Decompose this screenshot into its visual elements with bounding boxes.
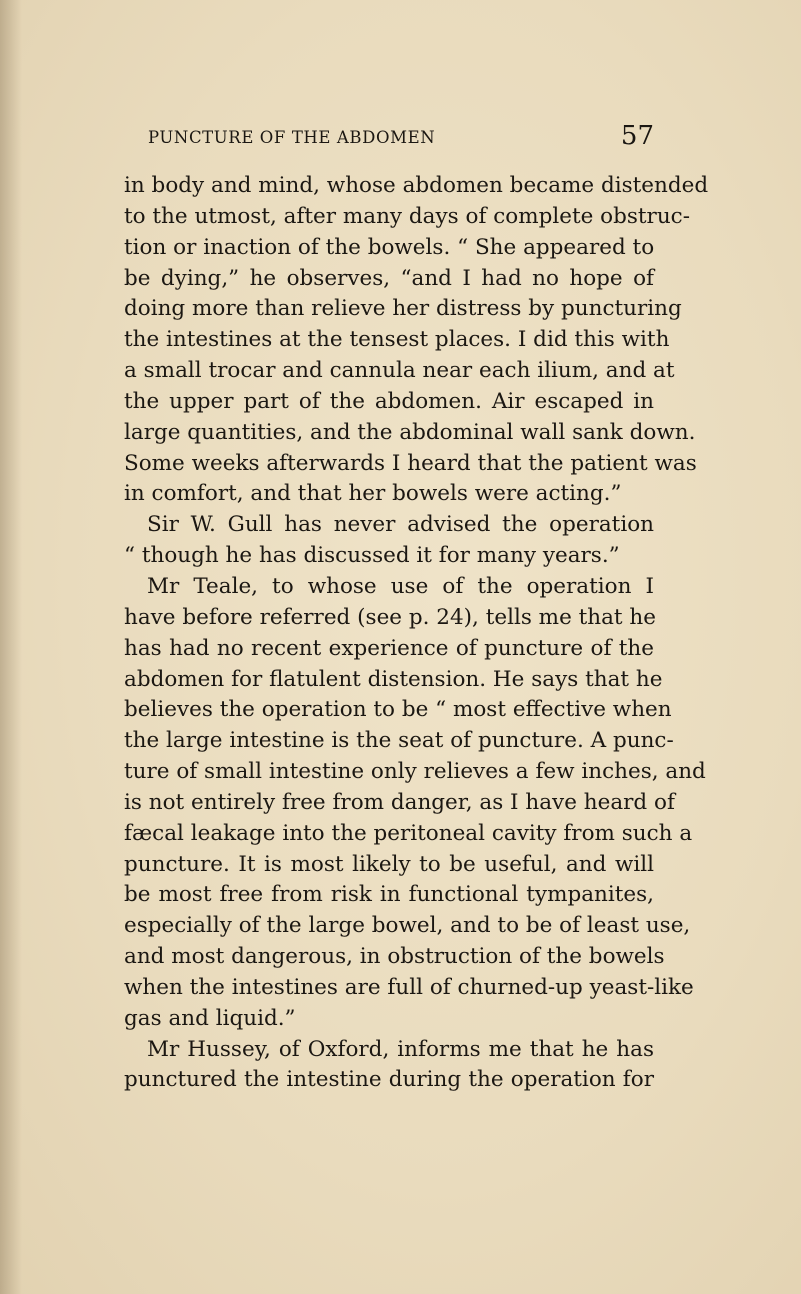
text-line: abdomen for flatulent distension. He says that he (124, 666, 663, 692)
text-line: in body and mind, whose abdomen became distended (124, 173, 709, 198)
page-header (148, 122, 654, 152)
text-line: Sir W. Gull has never advised the operation (147, 512, 654, 538)
running-head: PUNCTURE OF THE ABDOMEN (148, 128, 436, 147)
text-line: Mr Hussey, of Oxford, informs me that he has (147, 1036, 654, 1062)
text-line: Mr Teale, to whose use of the operation I (147, 573, 654, 599)
text-line: and most dangerous, in obstruction of the bowels (124, 944, 665, 970)
text-line: have before referred (see p. 24), tells me that he (124, 604, 656, 630)
text-line: is not entirely free from danger, as I have heard of (124, 789, 675, 815)
text-line: the large intestine is the seat of puncture. A punc- (124, 728, 674, 754)
gutter-shadow (0, 0, 22, 1294)
text-line: large quantities, and the abdominal wall sank down. (124, 419, 696, 445)
text-line: believes the operation to be “ most effective when (124, 697, 672, 723)
text-line: be most free from risk in functional tympanites, (124, 882, 654, 908)
text-line: has had no recent experience of puncture of the (124, 635, 654, 661)
text-line: punctured the intestine during the operation for (124, 1067, 654, 1093)
text-line: puncture. It is most likely to be useful, and will (124, 851, 654, 877)
text-line: “ though he has discussed it for many years.” (124, 543, 620, 569)
text-line: ture of small intestine only relieves a few inches, and (124, 759, 706, 785)
text-line: a small trocar and cannula near each ilium, and at (124, 358, 675, 384)
text-line: in comfort, and that her bowels were acting.” (124, 481, 622, 507)
text-line: fæcal leakage into the peritoneal cavity from such a (124, 820, 693, 846)
text-line: especially of the large bowel, and to be of least use, (124, 913, 691, 939)
text-line: gas and liquid.” (124, 1005, 296, 1031)
text-line: to the utmost, after many days of complete obstruc- (124, 203, 690, 229)
text-line: tion or inaction of the bowels. “ She appeared to (124, 234, 655, 260)
text-line: the intestines at the tensest places. I did this with (124, 327, 670, 353)
text-line: Some weeks afterwards I heard that the patient was (124, 450, 697, 476)
text-line: when the intestines are full of churned-up yeast-like (124, 974, 694, 1000)
text-line: the upper part of the abdomen. Air escaped in (124, 388, 654, 414)
text-line: be dying,” he observes, “and I had no hope of (124, 265, 654, 291)
body-text (124, 171, 709, 1096)
text-line: doing more than relieve her distress by puncturing (124, 296, 682, 322)
page-number: 57 (620, 121, 654, 151)
